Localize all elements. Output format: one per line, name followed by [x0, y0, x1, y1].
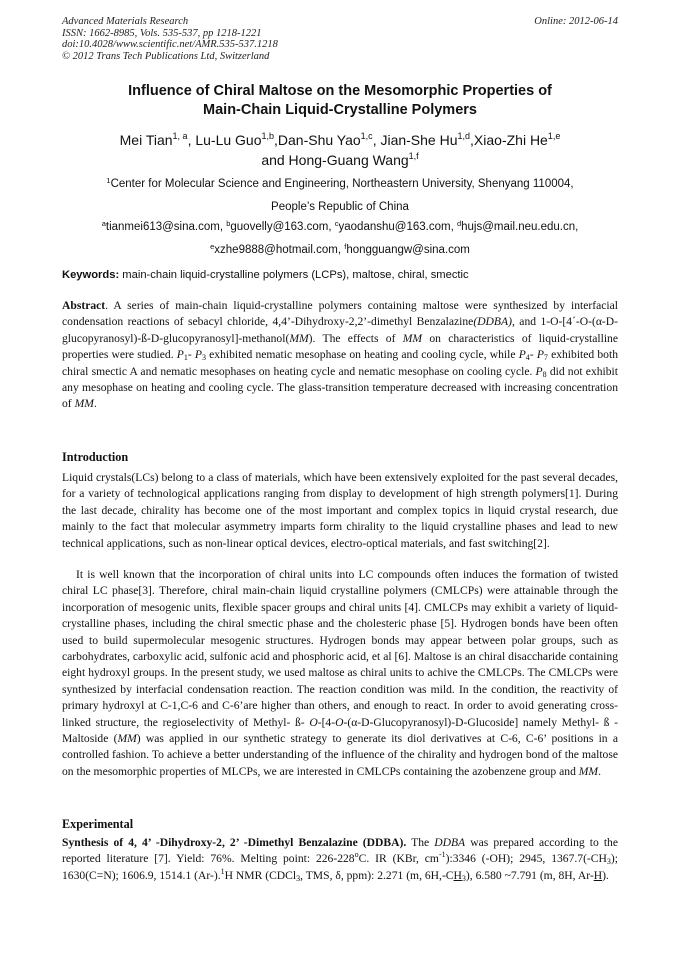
- experimental-paragraph: Synthesis of 4, 4’ -Dihydroxy-2, 2’ -Dimethyl Benzalazine (DDBA). The DDBA was prepared according to the reported literature [7]. Yield: 76%. Melting point: 226-228$^o$C. IR (KBr, $cm^{-1}):3346$ (-OH); 2945, $1367.7(-CH_3)$; 1630(C=N); 1606.9, 1514.1 (Ar-).$^1$H NMR (CDCl$_3$, TMS, δ, ppm): 2.271 (m, $6H,-CH_3$), 6.580 ~7.791 (m, 8H, Ar-H).: [62, 836, 618, 883]
- author-affil-mark: 1, a: [172, 131, 188, 141]
- introduction-paragraph-2: It is well known that the incorporation of chiral units into LC compounds often induces the formation of twisted chiral LC phase[3]. Therefore, chiral main-chain liquid crystalline polymers (CMLCPs) were attainable through the incorporation of mesogenic units, flexible spacer groups and chiral units [4]. CMLCPs may exhibit a variety of liquid-crystalline phases, including the chiral smectic phase and the cholesteric phase [5]. Hydrogen bonds have been often used to build supermolecular mesogenic structures. Hydrogen bonds may appear between polar groups, such as carbohydrates, carboxylic acid, sulfonic acid and phosphoric acid, et al [6]. Maltose is an chiral disaccharide containing eight hydroxyl groups. In the present study, we used maltose as chiral units to achive the CMLCPs. The CMLCPs were synthesized by interfacial condensation reaction. The reaction condition was mild. In the condition, the reactivity of primary hydroxyl at C-1,C-6 and C-6’are higher than others, and enough to react. In order to avoid generating cross-linked structure, the regioselectivity of Methyl- ß- O-[4-O-(α-D-Glucopyranosyl)-D-Glucoside] namely Methyl- ß -Maltoside (MM) was applied in our synthetic strategy to generate its diol derivatives at C-6, C-6’ positions in a controlled fashion. To achieve a better understanding of the influence of the chirality and hydrogen bond of the maltose on the mesomorphic properties of MLCPs, we are interested in CMLCPs containing the azobenzene group and MM.: [62, 568, 618, 778]
- issn-line: ISSN: 1662-8985, Vols. 535-537, pp 1218-1221: [62, 27, 262, 39]
- email-mark: d: [456, 219, 462, 228]
- keywords-text: main-chain liquid-crystalline polymers (LCPs), maltose, chiral, smectic: [119, 269, 469, 281]
- email-mark: e: [210, 242, 215, 251]
- email-mark: c: [334, 219, 339, 228]
- author-name: Mei Tian: [119, 132, 173, 148]
- author-affil-mark: 1,e: [547, 131, 561, 141]
- email-mark: b: [226, 219, 231, 228]
- email-mark: a: [101, 219, 106, 228]
- journal-name: Advanced Materials Research: [62, 16, 189, 27]
- affiliation-line-1: Center for Molecular Science and Engineering, Northeastern University, Shenyang 110004,: [110, 178, 574, 190]
- author-name: , Jian-She Hu: [372, 132, 458, 148]
- affil-mark: 1: [106, 176, 111, 185]
- introduction-paragraph-1: Liquid crystals(LCs) belong to a class of materials, which have been extensively exploited for the past several decades, for a variety of technological applications ranging from display to development of high strength polymers[1]. During the last decade, chirality has become one of the most important and complex topics in liquid crystal research, due mainly to the fact that molecular asymmetry imparts form chirality to the liquid crystalline phases and lead to new technical applications, such as non-linear optical devices, electro-optical materials, and fast switching[2].: [62, 471, 618, 550]
- keywords: [62, 268, 618, 282]
- affiliation-line-2: People’s Republic of China: [271, 201, 409, 213]
- abstract: Abstract. A series of main-chain liquid-crystalline polymers containing maltose were synthesized by interfacial condensation reactions of sebacyl chloride, 4,4’-Dihydroxy-2,2’-dimethyl Benzalazine(DDBA), and 1-O-[4´-O-(α-D-glucopyranosyl)-ß-D-glucopyranosyl]-methanol(MM). The effects of MM on characteristics of liquid-crystalline properties were studied. $P_1-$ $P_3$ exhibited nematic mesophase on heating and cooling cycle, while $P_4-$ $P_7$ exhibited both chiral smectic A and nematic mesophases on heating cycle and nematic mesophase on cooling cycle. $P_8$ did not exhibit any mesophase on heating and cooling cycle. The glass-transition temperature decreased with increasing concentration of MM.: [62, 299, 619, 411]
- author-list: [62, 130, 618, 170]
- author-name: and Hong-Guang Wang: [261, 152, 409, 168]
- email-link[interactable]: yaodanshu@163.com,: [338, 221, 457, 233]
- paper-title: [62, 82, 618, 120]
- journal-header: [62, 16, 618, 62]
- email-link[interactable]: hongguangw@sina.com: [346, 244, 470, 256]
- author-affil-mark: 1,b: [261, 131, 275, 141]
- email-mark: f: [344, 242, 347, 251]
- author-affil-mark: 1,c: [360, 131, 373, 141]
- author-affil-mark: 1,f: [408, 151, 419, 161]
- keywords-label: Keywords:: [62, 269, 120, 281]
- author-name: , Lu-Lu Guo: [187, 132, 262, 148]
- title-line-2: Main-Chain Liquid-Crystalline Polymers: [203, 102, 477, 118]
- email-link[interactable]: guovelly@163.com,: [230, 221, 335, 233]
- experimental-heading: Experimental: [62, 817, 134, 831]
- author-affil-mark: 1,d: [457, 131, 471, 141]
- introduction-heading: Introduction: [62, 450, 129, 464]
- author-name: ,Xiao-Zhi He: [470, 132, 548, 148]
- affiliation: [62, 177, 618, 214]
- email-list: [62, 220, 618, 257]
- abstract-label: Abstract: [62, 299, 106, 312]
- author-name: ,Dan-Shu Yao: [274, 132, 361, 148]
- email-link[interactable]: hujs@mail.neu.edu.cn,: [461, 221, 579, 233]
- email-link[interactable]: tianmei613@sina.com,: [105, 221, 227, 233]
- email-link[interactable]: xzhe9888@hotmail.com,: [214, 244, 345, 256]
- subsection-title: Synthesis of 4, 4’ -Dihydroxy-2, 2’ -Dimethyl Benzalazine (DDBA).: [62, 836, 407, 849]
- online-date: Online: 2012-06-14: [534, 16, 618, 27]
- title-line-1: Influence of Chiral Maltose on the Mesomorphic Properties of: [128, 83, 552, 99]
- copyright-line: © 2012 Trans Tech Publications Ltd, Switzerland: [62, 50, 270, 62]
- doi-line[interactable]: doi:10.4028/www.scientific.net/AMR.535-537.1218: [62, 39, 278, 50]
